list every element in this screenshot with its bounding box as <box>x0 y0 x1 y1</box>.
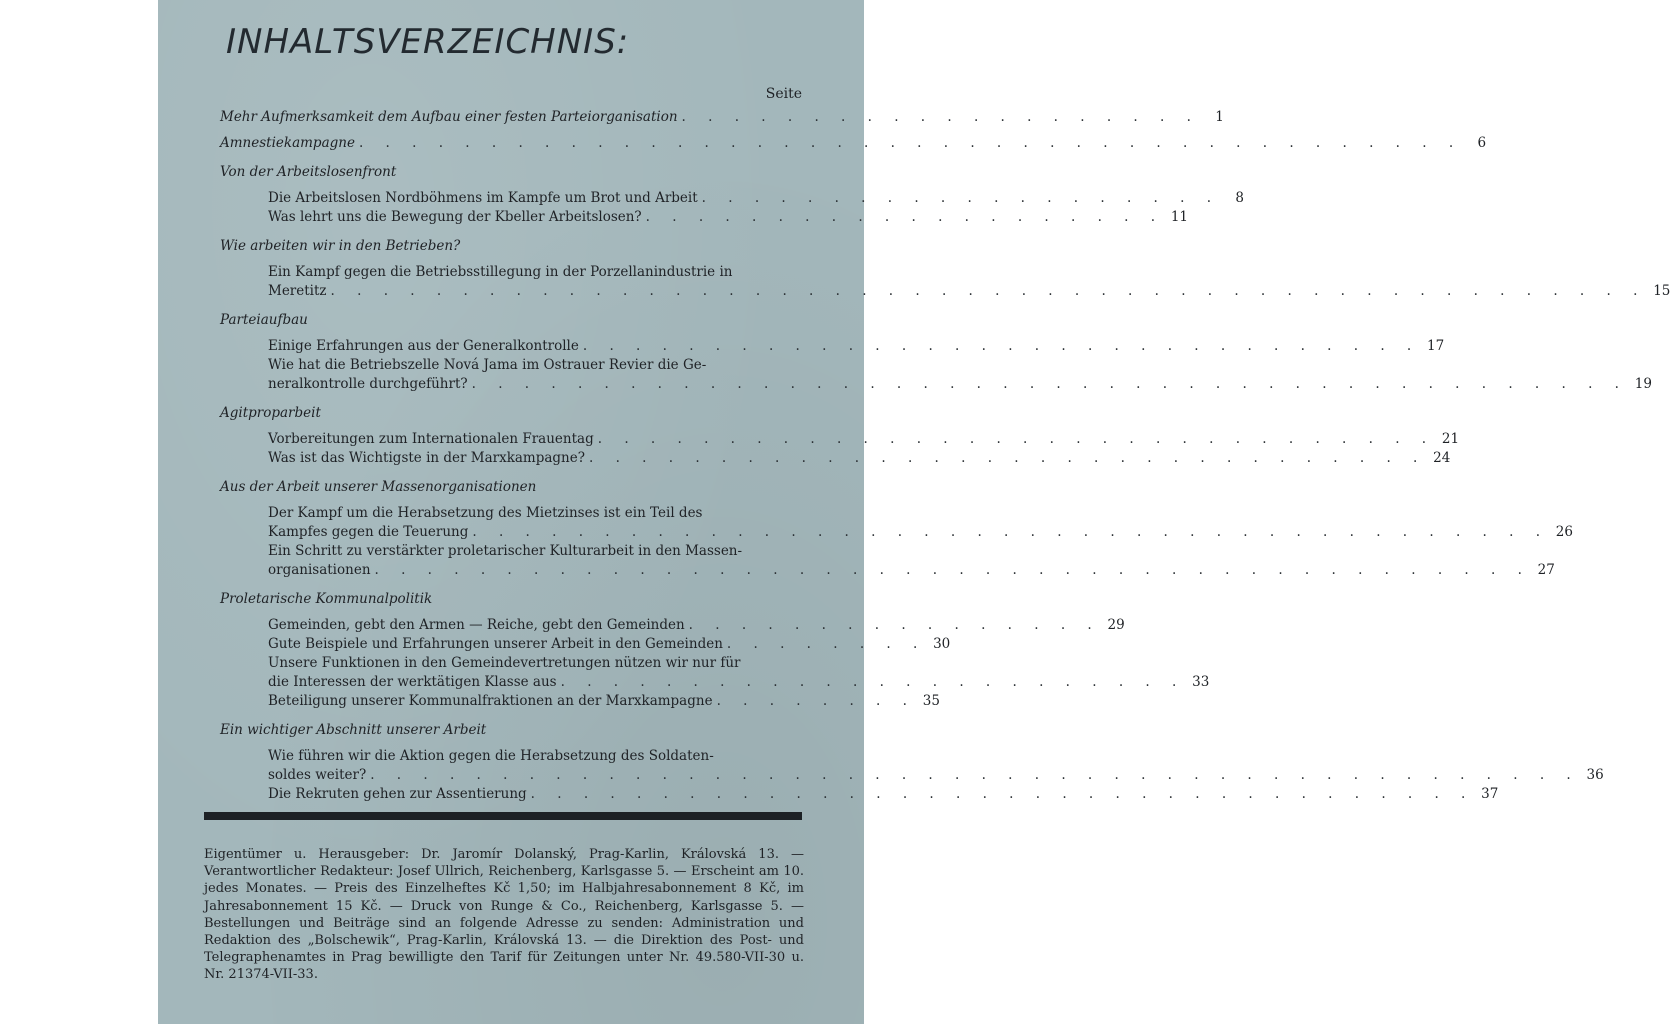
toc-entry-title: die Interessen der werktätigen Klasse aus <box>268 674 557 690</box>
section-heading: Proletarische Kommunalpolitik <box>220 591 433 607</box>
toc-entry-title: Gute Beispiele und Erfahrungen unserer Arbeit in den Gemeinden <box>268 636 723 652</box>
toc-entry-title: Kampfes gegen die Teuerung <box>268 524 469 540</box>
leader-dots: . . . . . . . . . . . . . . . . . . . . <box>701 190 1221 206</box>
imprint-text: Eigentümer u. Herausgeber: Dr. Jaromír Dolanský, Prag-Karlin, Královská 13. — Verantwortlicher Redakteur: Josef Ullrich, Reichenberg, Karlsgasse 5. — Erscheint am 10. jedes Monates. — Preis des Einzelheftes Kč 1,50; im Halbjahresabonnement 8 Kč, im Jahresabonnement 15 Kč. — Druck von Runge & Co., Reichenberg, Karlsgasse 5. — Bestellungen und Beiträge sind an folgende Adresse zu senden: Administration und Redaktion des „Bolschewik“, Prag-Karlin, Královská 13. — die Direktion des Post- und Telegraphenamtes in Prag bewilligte den Tarif für Zeitungen unter Nr. 49.580-VII-30 u. Nr. 21374-VII-33. <box>204 847 804 983</box>
toc-entry <box>220 616 1125 635</box>
leader-dots: . . . . . . . . . . . . . . . . . . . . <box>681 109 1200 125</box>
toc-entry-title: Mehr Aufmerksamkeit dem Aufbau einer festen Parteiorganisation <box>220 109 678 125</box>
toc-page-number: 30 <box>933 636 951 652</box>
toc-page-number: 24 <box>1433 450 1451 466</box>
leader-dots: . . . . . . . . . . . . . . . . . . . . <box>645 209 1165 225</box>
toc-entry-title: soldes weiter? <box>268 767 367 783</box>
toc-page-number: 26 <box>1555 524 1573 540</box>
leader-dots: . . . . . . . . . . . . . . . . . . . . . . . . . . . . . . . . <box>582 338 1421 354</box>
leader-dots: . . . . . . . . . . . . . . . . . . . . . . . . . . . . . . . . . . . . . . . . . . . . <box>374 562 1531 578</box>
page-column-label: Seite <box>765 86 802 102</box>
toc-entry <box>220 430 1460 449</box>
toc-entry-title: Beteiligung unserer Kommunalfraktionen an der Marxkampagne <box>268 693 713 709</box>
toc-page-number: 21 <box>1441 431 1460 447</box>
toc-entry-title: Meretitz <box>268 283 327 299</box>
toc-page-number: 33 <box>1192 674 1210 690</box>
toc-entry-title: organisationen <box>268 562 371 578</box>
toc-page-number: 15 <box>1653 283 1670 299</box>
page-title: INHALTSVERZEICHNIS: <box>226 22 630 62</box>
toc-entry <box>220 108 1224 127</box>
leader-dots: . . . . . . . . . . . . . . . . . . . . . . . . . . . . . . . . . . . . . . . . . . <box>358 135 1463 151</box>
toc-page-number: 17 <box>1427 338 1445 354</box>
toc-page-number: 8 <box>1235 190 1245 206</box>
toc-entry-title: Gemeinden, gebt den Armen — Reiche, gebt den Gemeinden <box>268 617 685 633</box>
toc-entry-title-line1: Wie führen wir die Aktion gegen die Herabsetzung des Soldaten- <box>268 748 714 764</box>
toc-entry <box>220 747 1604 785</box>
table-of-contents <box>220 108 1670 804</box>
toc-page-number: 36 <box>1586 767 1604 783</box>
toc-entry-title: Die Arbeitslosen Nordböhmens im Kampfe um Brot und Arbeit <box>268 190 698 206</box>
toc-entry <box>220 263 1670 301</box>
document-page <box>158 0 1670 1024</box>
toc-entry <box>220 504 1573 542</box>
toc-entry <box>220 356 1652 394</box>
toc-entry <box>220 189 1245 208</box>
leader-dots: . . . . . . . . <box>726 636 927 652</box>
toc-page-number: 37 <box>1481 786 1499 802</box>
toc-entry-title: neralkontrolle durchgeführt? <box>268 376 468 392</box>
toc-entry-title-line1: Ein Schritt zu verstärkter proletarischer Kulturarbeit in den Massen- <box>268 543 743 559</box>
leader-dots: . . . . . . . . . . . . . . . . . . . . . . . . . . . . . . . . . . . . . . . . . <box>472 524 1549 540</box>
toc-page-number: 6 <box>1477 135 1487 151</box>
toc-page-number: 29 <box>1107 617 1125 633</box>
section-heading: Agitproparbeit <box>220 405 321 421</box>
toc-entry-title: Amnestiekampagne <box>220 135 355 151</box>
toc-entry <box>220 692 940 711</box>
toc-entry <box>220 785 1499 804</box>
toc-entry-title: Die Rekruten gehen zur Assentierung <box>268 786 527 802</box>
section-heading: Parteiaufbau <box>220 312 308 328</box>
toc-page-number: 19 <box>1634 376 1652 392</box>
leader-dots: . . . . . . . . . . . . . . . . . . . . . . . . . . . . . . . . . . . . . . . . . . . . <box>471 376 1628 392</box>
toc-entry <box>220 654 1210 692</box>
toc-page-number: 35 <box>922 693 940 709</box>
leader-dots: . . . . . . . . . . . . . . . . . . . . . . . . . . . . . . . . . . . . . . . . . . . . . . . . . . <box>330 283 1647 299</box>
toc-entry-title: Vorbereitungen zum Internationalen Frauentag <box>268 431 594 447</box>
section-heading: Wie arbeiten wir in den Betrieben? <box>220 238 461 254</box>
leader-dots: . . . . . . . . . . . . . . . . . . . . . . . . . . . . . . . . <box>597 431 1436 447</box>
toc-entry <box>220 337 1445 356</box>
leader-dots: . . . . . . . . . . . . . . . . . . . . . . . . . . . . . . . . . . . . <box>530 786 1475 802</box>
section-heading: Aus der Arbeit unserer Massenorganisationen <box>220 479 537 495</box>
leader-dots: . . . . . . . . . . . . . . . . <box>688 617 1101 633</box>
toc-entry-title-line1: Wie hat die Betriebszelle Nová Jama im Ostrauer Revier die Ge- <box>268 357 707 373</box>
divider-rule <box>204 812 802 820</box>
toc-entry-title: Einige Erfahrungen aus der Generalkontrolle <box>268 338 579 354</box>
toc-entry <box>220 542 1555 580</box>
toc-entry <box>220 208 1189 227</box>
leader-dots: . . . . . . . . . . . . . . . . . . . . . . . . <box>560 674 1186 690</box>
leader-dots: . . . . . . . . . . . . . . . . . . . . . . . . . . . . . . . . <box>588 450 1427 466</box>
toc-page-number: 1 <box>1215 109 1224 125</box>
toc-page-number: 11 <box>1170 209 1189 225</box>
leader-dots: . . . . . . . . . . . . . . . . . . . . . . . . . . . . . . . . . . . . . . . . . . . . . . <box>370 767 1580 783</box>
toc-entry-title-line1: Unsere Funktionen in den Gemeindevertretungen nützen wir nur für <box>268 655 741 671</box>
toc-page-number: 27 <box>1537 562 1555 578</box>
section-heading: Ein wichtiger Abschnitt unserer Arbeit <box>220 722 487 738</box>
toc-entry <box>220 134 1487 153</box>
toc-entry <box>220 449 1451 468</box>
toc-entry-title: Was lehrt uns die Bewegung der Kbeller Arbeitslosen? <box>268 209 642 225</box>
toc-entry-title-line1: Der Kampf um die Herabsetzung des Mietzinses ist ein Teil des <box>268 505 703 521</box>
toc-entry-title-line1: Ein Kampf gegen die Betriebsstillegung in der Porzellanindustrie in <box>268 264 733 280</box>
section-heading: Von der Arbeitslosenfront <box>220 164 397 180</box>
toc-entry <box>220 635 951 654</box>
toc-entry-title: Was ist das Wichtigste in der Marxkampagne? <box>268 450 585 466</box>
leader-dots: . . . . . . . . <box>716 693 916 709</box>
